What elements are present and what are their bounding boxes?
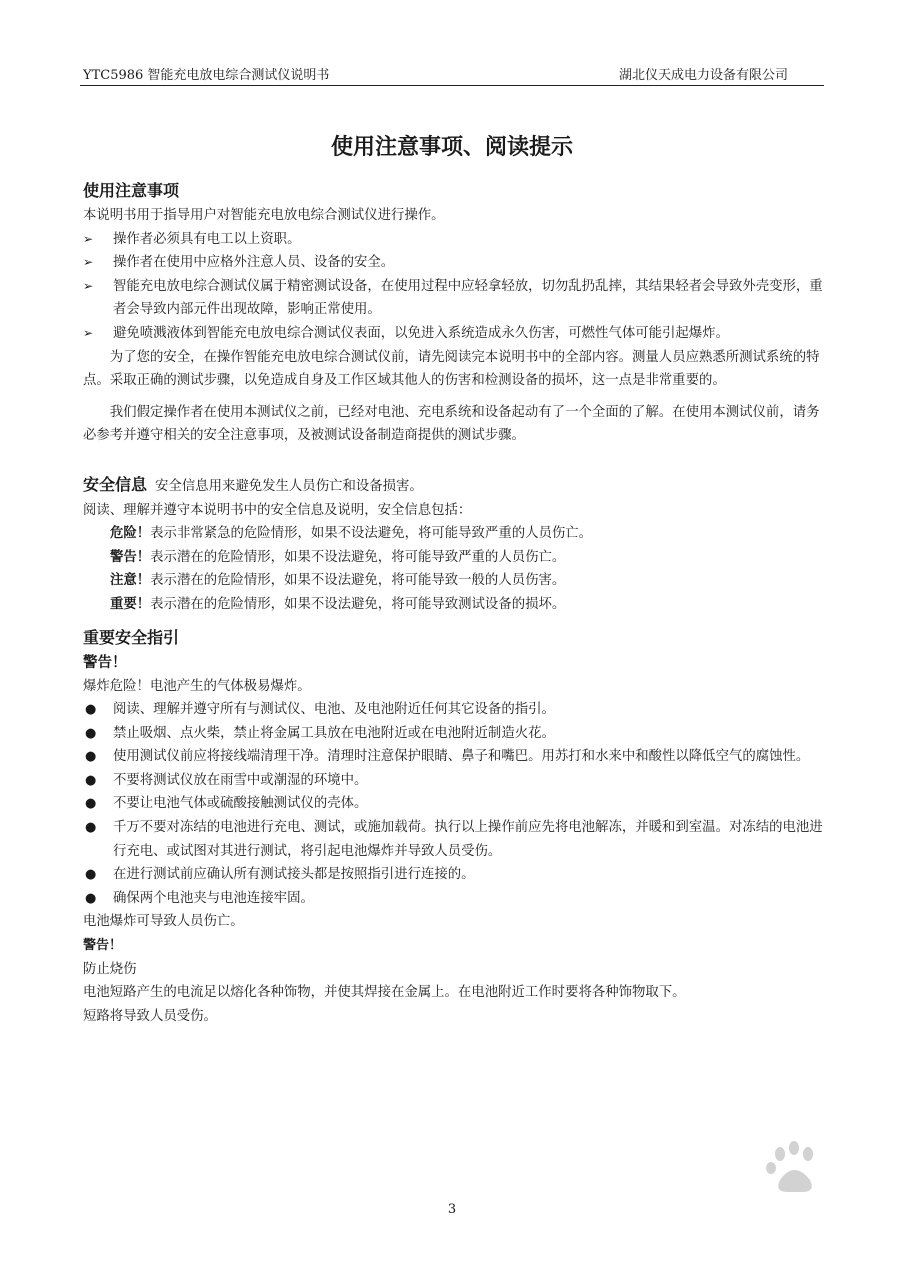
safety-heading: 安全信息 — [83, 474, 148, 494]
dot-bullet-icon: ● — [85, 890, 97, 906]
guide-warning-label-2: 警告！ — [83, 938, 123, 954]
list-item: ● 使用测试仪前应将接线端清理干净。清理时注意保护眼睛、鼻子和嘴巴。用苏打和水来中和酸性以降低空气的腐蚀性。 — [83, 745, 824, 769]
list-item: ● 确保两个电池夹与电池连接牢固。 — [83, 887, 824, 911]
safety-heading-note: 安全信息用来避免发生人员伤亡和设备损害。 — [155, 478, 423, 494]
burn-title: 防止烧伤 — [83, 961, 137, 977]
usage-intro: 本说明书用于指导用户对智能充电放电综合测试仪进行操作。 — [83, 208, 445, 223]
header-doc-title: YTC5986 智能充电放电综合测试仪说明书 — [83, 68, 330, 83]
burn-text: 电池短路产生的电流足以熔化各种饰物，并使其焊接在金属上。在电池附近工作时要将各种饰物取下。 — [83, 985, 686, 1001]
safety-level-caution: 注意！表示潜在的危险情形，如果不设法避免，将可能导致一般的人员伤害。 — [110, 573, 566, 589]
guide-explosion-result: 电池爆炸可导致人员伤亡。 — [83, 914, 244, 930]
arrow-bullet-icon: ➢ — [83, 255, 94, 270]
arrow-bullet-icon: ➢ — [83, 278, 94, 293]
safety-intro: 阅读、理解并遵守本说明书中的安全信息及说明，安全信息包括： — [83, 502, 472, 518]
dot-bullet-icon: ● — [85, 725, 97, 741]
safety-levels — [83, 522, 824, 616]
guide-heading: 重要安全指引 — [83, 627, 180, 647]
burn-result: 短路将导致人员受伤。 — [83, 1008, 217, 1024]
paw-icon — [766, 1141, 813, 1192]
safety-heading-line — [83, 472, 824, 499]
usage-heading: 使用注意事项 — [83, 181, 180, 200]
list-item: ➢ 智能充电放电综合测试仪属于精密测试设备，在使用过程中应轻拿轻放，切勿乱扔乱摔，其结果轻者会导致外壳变形，重者会导致内部元件出现故障，影响正常使用。 — [83, 275, 824, 322]
usage-paragraph-1: 为了您的安全，在操作智能充电放电综合测试仪前，请先阅读完本说明书中的全部内容。测量人员应熟悉所测试系统的特点。采取正确的测试步骤，以免造成自身及工作区域其他人的伤害和检测设备的损坏，这一点是非常重要的。 — [83, 349, 820, 389]
arrow-bullet-icon: ➢ — [83, 325, 94, 340]
list-item: ➢ 操作者在使用中应格外注意人员、设备的安全。 — [83, 251, 824, 275]
list-item: ● 千万不要对冻结的电池进行充电、测试，或施加载荷。执行以上操作前应先将电池解冻，并暖和到室温。对冻结的电池进行充电、或试图对其进行测试，将引起电池爆炸并导致人员受伤。 — [83, 816, 824, 863]
header-divider — [80, 85, 824, 86]
list-item: ➢ 操作者必须具有电工以上资职。 — [83, 228, 824, 252]
guide-bullet-list — [83, 698, 824, 910]
page-content — [83, 178, 824, 1028]
page-title: 使用注意事项、阅读提示 — [330, 135, 573, 160]
arrow-bullet-icon: ➢ — [83, 231, 94, 246]
dot-bullet-icon: ● — [85, 820, 97, 836]
guide-warning-label: 警告！ — [83, 654, 127, 671]
list-item: ● 不要将测试仪放在雨雪中或潮湿的环境中。 — [83, 769, 824, 793]
dot-bullet-icon: ● — [85, 749, 97, 765]
usage-paragraph-2: 我们假定操作者在使用本测试仪之前，已经对电池、充电系统和设备起动有了一个全面的了解。在使用本测试仪前，请务必参考并遵守相关的安全注意事项，及被测试设备制造商提供的测试步骤。 — [83, 404, 820, 444]
header-company: 湖北仪天成电力设备有限公司 — [618, 68, 788, 83]
dot-bullet-icon: ● — [85, 772, 97, 788]
list-item: ● 禁止吸烟、点火柴，禁止将金属工具放在电池附近或在电池附近制造火花。 — [83, 722, 824, 746]
list-item: ● 不要让电池气体或硫酸接触测试仪的壳体。 — [83, 792, 824, 816]
dot-bullet-icon: ● — [85, 702, 97, 718]
guide-explosion-note: 爆炸危险！电池产生的气体极易爆炸。 — [83, 678, 311, 694]
dot-bullet-icon: ● — [85, 796, 97, 812]
safety-level-danger: 危险！表示非常紧急的危险情形，如果不设法避免，将可能导致严重的人员伤亡。 — [110, 526, 593, 542]
baidu-jingyan-watermark — [648, 1138, 904, 1280]
usage-bullet-list — [83, 228, 824, 346]
list-item: ● 在进行测试前应确认所有测试接头都是按照指引进行连接的。 — [83, 863, 824, 887]
dot-bullet-icon: ● — [85, 867, 97, 883]
safety-level-warning: 警告！表示潜在的危险情形，如果不设法避免，将可能导致严重的人员伤亡。 — [110, 549, 566, 565]
page-number: 3 — [447, 1202, 457, 1217]
list-item: ➢ 避免喷溅液体到智能充电放电综合测试仪表面，以免进入系统造成永久伤害，可燃性气体可能引起爆炸。 — [83, 322, 824, 346]
safety-level-important: 重要！表示潜在的危险情形，如果不设法避免，将可能导致测试设备的损坏。 — [110, 596, 566, 612]
list-item: ● 阅读、理解并遵守所有与测试仪、电池、及电池附近任何其它设备的指引。 — [83, 698, 824, 722]
